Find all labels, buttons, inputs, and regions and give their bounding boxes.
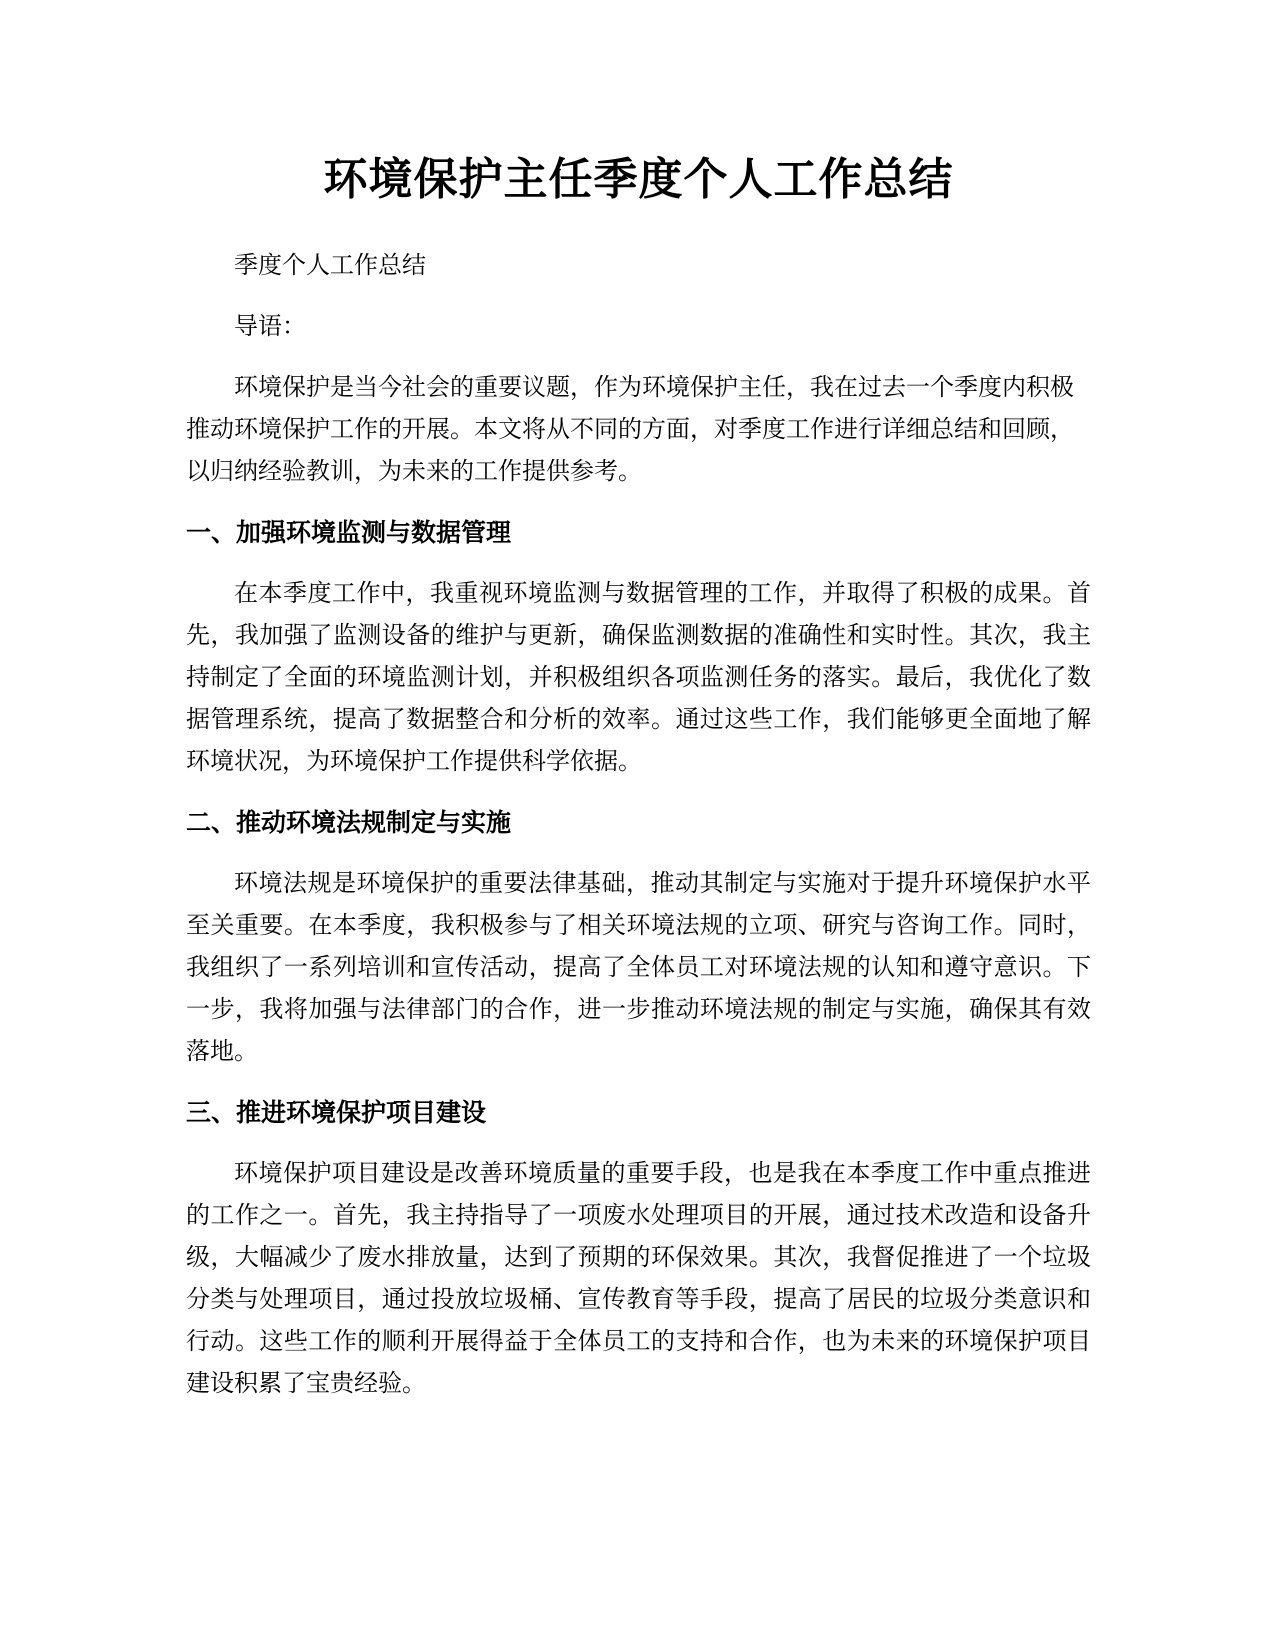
section-body-regulations: 环境法规是环境保护的重要法律基础，推动其制定与实施对于提升环境保护水平至关重要。在本季度，我积极参与了相关环境法规的立项、研究与咨询工作。同时，我组织了一系列培训和宣传活动，提高了全体员工对环境法规的认知和遵守意识。下一步，我将加强与法律部门的合作，进一步推动环境法规的制定与实施，确保其有效落地。 bbox=[186, 869, 1091, 1065]
section-heading-regulations: 二、推动环境法规制定与实施 bbox=[186, 808, 512, 837]
section-heading-projects: 三、推进环境保护项目建设 bbox=[186, 1098, 487, 1127]
document-subtitle: 季度个人工作总结 bbox=[234, 251, 426, 279]
section-body-monitoring: 在本季度工作中，我重视环境监测与数据管理的工作，并取得了积极的成果。首先，我加强了监测设备的维护与更新，确保监测数据的准确性和实时性。其次，我主持制定了全面的环境监测计划，并积极组织各项监测任务的落实。最后，我优化了数据管理系统，提高了数据整合和分析的效率。通过这些工作，我们能够更全面地了解环境状况，为环境保护工作提供科学依据。 bbox=[186, 579, 1091, 775]
section-body-projects: 环境保护项目建设是改善环境质量的重要手段，也是我在本季度工作中重点推进的工作之一。首先，我主持指导了一项废水处理项目的开展，通过技术改造和设备升级，大幅减少了废水排放量，达到了预期的环保效果。其次，我督促推进了一个垃圾分类与处理项目，通过投放垃圾桶、宣传教育等手段，提高了居民的垃圾分类意识和行动。这些工作的顺利开展得益于全体员工的支持和合作，也为未来的环境保护项目建设积累了宝贵经验。 bbox=[186, 1159, 1091, 1397]
section-heading-monitoring: 一、加强环境监测与数据管理 bbox=[186, 518, 512, 547]
document-title: 环境保护主任季度个人工作总结 bbox=[323, 154, 954, 205]
lead-label: 导语： bbox=[234, 312, 306, 340]
document-content bbox=[186, 150, 1091, 1404]
intro-paragraph: 环境保护是当今社会的重要议题，作为环境保护主任，我在过去一个季度内积极推动环境保护工作的开展。本文将从不同的方面，对季度工作进行详细总结和回顾，以归纳经验教训，为未来的工作提供参考。 bbox=[186, 373, 1074, 485]
